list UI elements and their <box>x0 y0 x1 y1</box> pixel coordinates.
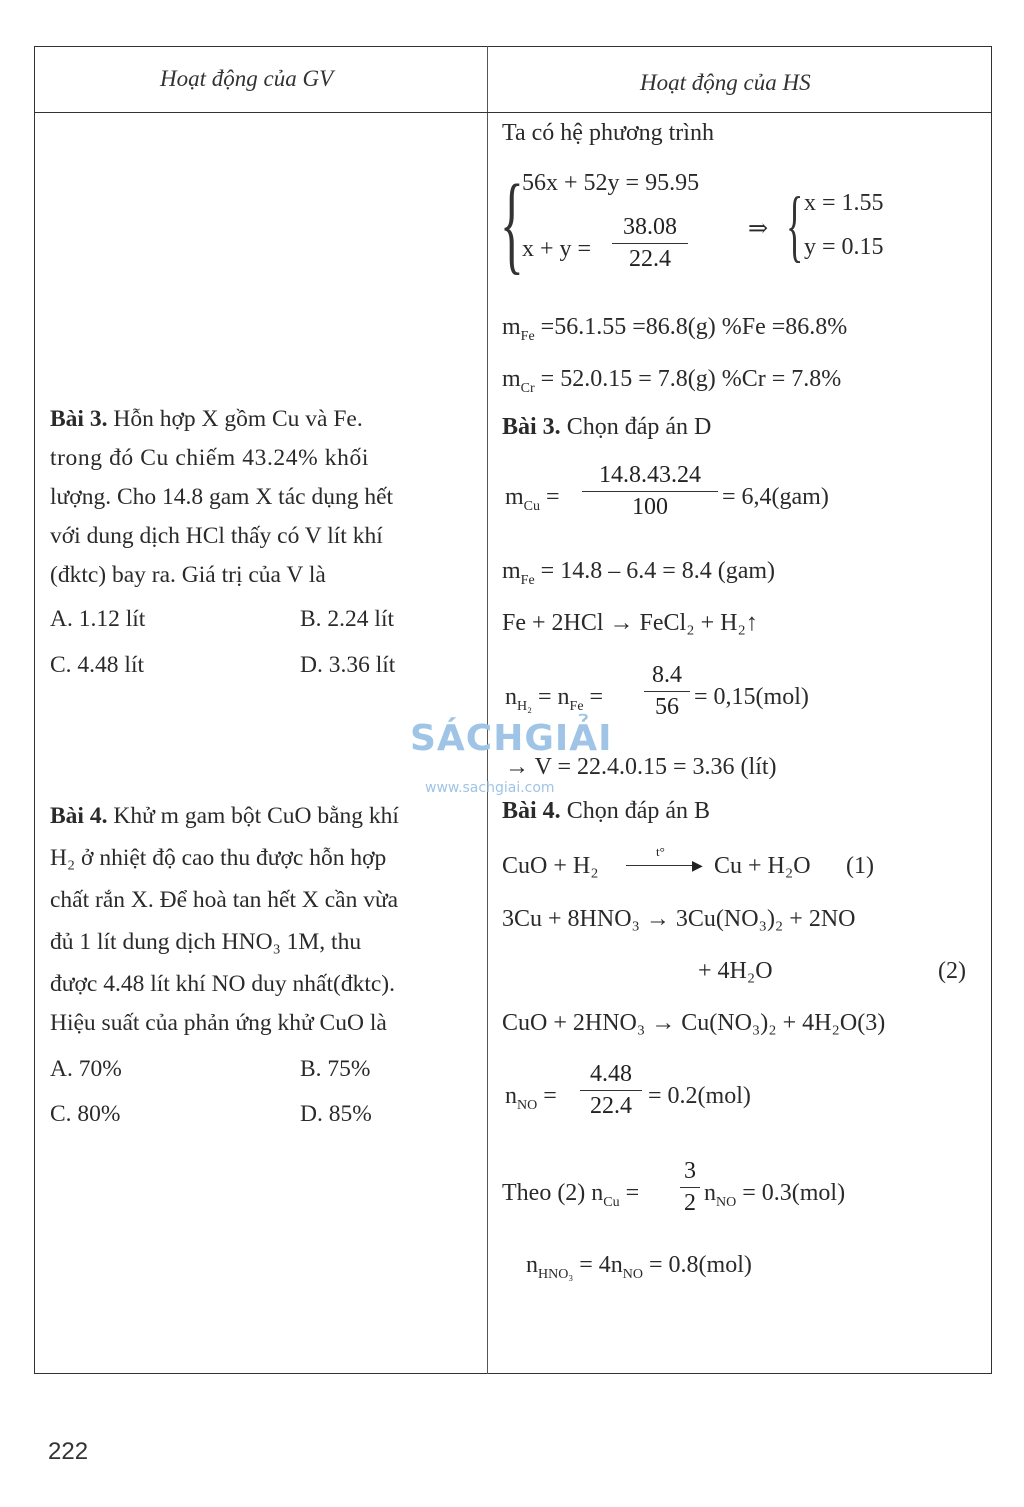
solution-x: x = 1.55 <box>804 190 884 216</box>
q4-line-1: Bài 4. Khử m gam bột CuO bằng khí <box>50 803 399 829</box>
system-eq-2-lhs: x + y = <box>522 236 592 262</box>
header-teacher: Hoạt động của GV <box>160 66 334 91</box>
system-eq-1: 56x + 52y = 95.95 <box>522 170 700 196</box>
answer-4-title: Bài 4. Chọn đáp án B <box>502 798 711 824</box>
theo-line-lhs: Theo (2) $n_{Cu}$ = <box>502 1180 640 1210</box>
header-student: Hoạt động của HS <box>640 70 811 95</box>
left-brace-icon: { <box>500 162 524 284</box>
reaction-fe-hcl: Fe + 2HCl → FeCl₂ + H₂↑ <box>502 610 758 636</box>
heat-arrow-icon: t° ▶ <box>626 848 704 878</box>
q4-option-b: B. 75% <box>300 1056 371 1082</box>
q4-option-d: D. 85% <box>300 1101 372 1127</box>
watermark-url: www.sachgiai.com <box>425 780 555 796</box>
column-divider <box>487 46 488 1374</box>
q4-line-3: chất rắn X. Để hoà tan hết X cần vừa <box>50 887 399 913</box>
mole-h2-rhs: = 0,15(mol) <box>694 684 809 710</box>
q4-label: Bài 4. <box>50 803 108 829</box>
theo-line-rhs: $n_{NO} = 0.3(mol)$ <box>704 1180 846 1210</box>
q3-line-1: Bài 3. Hỗn hợp X gồm Cu và Fe. <box>50 406 363 432</box>
q3-label: Bài 3. <box>50 406 108 432</box>
theo-fraction: 3 2 <box>680 1158 700 1217</box>
q3-option-a: A. 1.12 lít <box>50 606 146 632</box>
q3-option-d: D. 3.36 lít <box>300 652 396 678</box>
q3-option-c: C. 4.48 lít <box>50 652 145 678</box>
mass-fe-line: $m_{Fe} =56.1.55 =86.8(g)$ %Fe =86.8% <box>502 314 848 344</box>
answer-3-title: Bài 3. Chọn đáp án D <box>502 414 712 440</box>
q4-option-a: A. 70% <box>50 1056 122 1082</box>
mole-h2-lhs: $n_{H_2} = n_{Fe}$ = <box>505 684 604 714</box>
reaction-3: CuO + 2HNO₃ → Cu(NO₃)₂ + 4H₂O(3) <box>502 1010 886 1036</box>
q4-line-2: H₂ ở nhiệt độ cao thu được hỗn hợp <box>50 845 387 871</box>
mass-cr-line: $m_{Cr} = 52.0.15 = 7.8(g) \%Cr = 7.8\%$ <box>502 366 842 396</box>
mass-cu-rhs: = 6,4(gam) <box>722 484 829 510</box>
q4-line-5: được 4.48 lít khí NO duy nhất(đktc). <box>50 971 395 997</box>
mole-hno3-line: $n_{HNO_3} = 4n_{NO} = 0.8(mol)$ <box>526 1252 752 1282</box>
page-number: 222 <box>48 1438 89 1465</box>
q3-line-2: trong đó Cu chiếm 43.24% khối <box>50 445 369 471</box>
header-divider <box>34 112 992 113</box>
reaction-2-number: (2) <box>938 958 966 984</box>
mole-no-fraction: 4.48 22.4 <box>580 1061 642 1120</box>
reaction-2-cont: + 4H₂O <box>698 958 773 984</box>
q4-line-4: đủ 1 lít dung dịch HNO₃ 1M, thu <box>50 929 362 955</box>
mass-fe-2-line: $m_{Fe} = 14.8 - 6.4 = 8.4$ (gam) <box>502 558 776 588</box>
reaction-2-main: 3Cu + 8HNO₃ → 3Cu(NO₃)₂ + 2NO <box>502 906 856 932</box>
mole-no-rhs: = 0.2(mol) <box>648 1083 751 1109</box>
right-brace-icon: { <box>786 182 804 270</box>
mass-cu-lhs: $m_{Cu}$ = <box>505 484 560 514</box>
q4-option-c: C. 80% <box>50 1101 121 1127</box>
q3-line-3: lượng. Cho 14.8 gam X tác dụng hết <box>50 484 394 510</box>
mole-h2-fraction: 8.4 56 <box>644 662 690 721</box>
q3-option-b: B. 2.24 lít <box>300 606 395 632</box>
mole-no-lhs: $n_{NO}$ = <box>505 1083 557 1113</box>
reaction-1-number: (1) <box>846 853 874 879</box>
mass-cu-fraction: 14.8.43.24 100 <box>582 462 718 521</box>
reaction-1-right: Cu + H₂O <box>714 853 811 879</box>
reaction-1-left: CuO + H₂ <box>502 853 599 879</box>
volume-line: → V = 22.4.0.15 = 3.36 (lít) <box>505 754 777 780</box>
q3-line-5: (đktc) bay ra. Giá trị của V là <box>50 562 326 588</box>
watermark-logo: SÁCHGIẢI <box>410 718 613 759</box>
q4-line-6: Hiệu suất của phản ứng khử CuO là <box>50 1010 387 1036</box>
intro-text: Ta có hệ phương trình <box>502 120 714 146</box>
solution-y: y = 0.15 <box>804 234 884 260</box>
q3-line-4: với dung dịch HCl thấy có V lít khí <box>50 523 383 549</box>
implies-arrow-icon: ⇒ <box>748 216 769 242</box>
system-eq-2-fraction: 38.08 22.4 <box>612 214 688 273</box>
